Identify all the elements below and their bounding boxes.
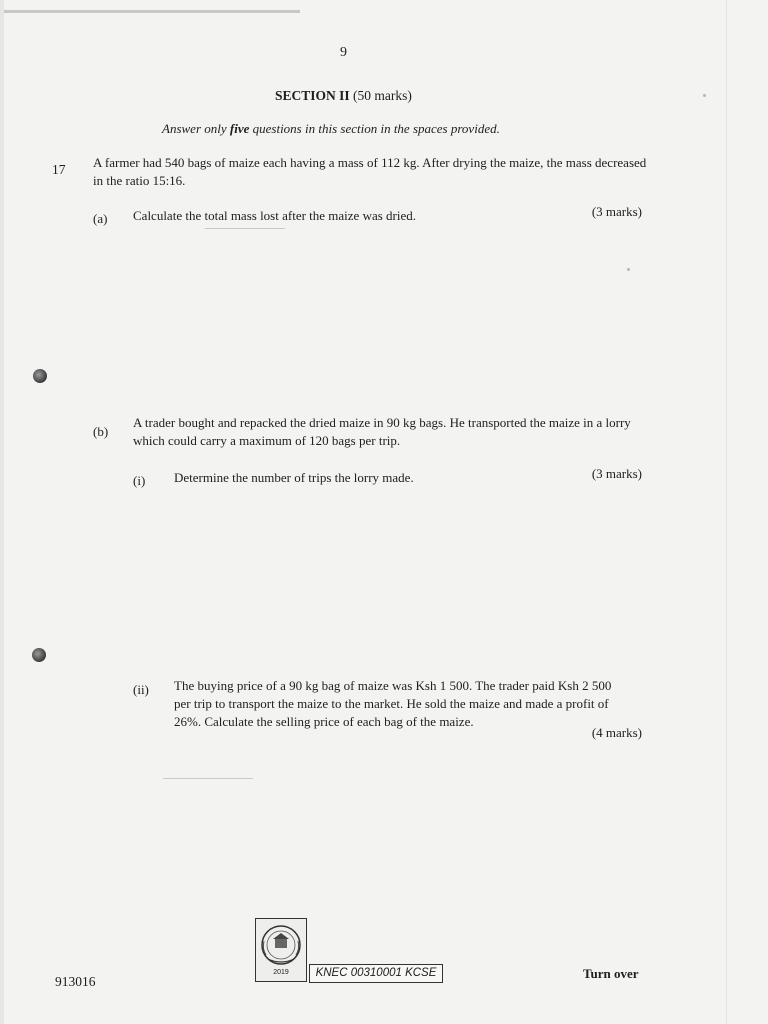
turn-over: Turn over (583, 966, 639, 981)
part-b-label: (b) (93, 424, 109, 439)
scan-speck (703, 94, 706, 97)
part-a-label: (a) (93, 211, 108, 226)
part-b-ii-text: The buying price of a 90 kg bag of maize was Ksh 1 500. The trader paid Ksh 2 500 per trip to transport the maize to the market. He sold the maize and made a profit of 26%. Calculate the selling price of each bag of the maize. (174, 678, 612, 729)
scan-edge-right (726, 0, 727, 1024)
section-title: SECTION II (275, 88, 350, 103)
part-b-ii-label: (ii) (133, 682, 149, 697)
part-a-text: Calculate the total mass lost after the maize was dried. (133, 208, 417, 223)
section-heading (275, 88, 412, 104)
question-number: 17 (52, 162, 66, 177)
seal-year: 2019 (273, 969, 289, 976)
instruction-line (162, 121, 500, 137)
part-b-i-text: Determine the number of trips the lorry made. (174, 470, 414, 485)
instruction-prefix: Answer only (162, 121, 227, 136)
instruction-emphasis: five (229, 121, 250, 136)
punch-hole-upper (33, 369, 47, 383)
paper-code: 913016 (55, 974, 96, 989)
part-b-i-label: (i) (133, 473, 146, 488)
part-b-text: A trader bought and repacked the dried maize in 90 kg bags. He transported the maize in a lorry which could carry a maximum of 120 bags per trip. (133, 415, 631, 448)
instruction-suffix: questions in this section in the spaces provided. (252, 121, 500, 136)
page-number: 9 (340, 45, 347, 60)
scan-mark-line (163, 778, 253, 779)
part-b-i-marks: (3 marks) (591, 466, 642, 481)
scan-edge-left (0, 0, 4, 1024)
knec-seal (255, 918, 307, 982)
part-a-marks: (3 marks) (591, 204, 642, 219)
punch-hole-lower (32, 648, 46, 662)
section-marks: (50 marks) (353, 88, 412, 103)
scan-edge-top (0, 10, 300, 13)
knec-code-label: KNEC 00310001 KCSE (309, 964, 443, 983)
question-stem: A farmer had 540 bags of maize each having a mass of 112 kg. After drying the maize, the mass decreased in the ratio 15:16. (93, 155, 647, 188)
scan-mark-line (205, 228, 285, 229)
part-b-ii-marks: (4 marks) (591, 725, 642, 740)
scan-speck (627, 268, 630, 271)
